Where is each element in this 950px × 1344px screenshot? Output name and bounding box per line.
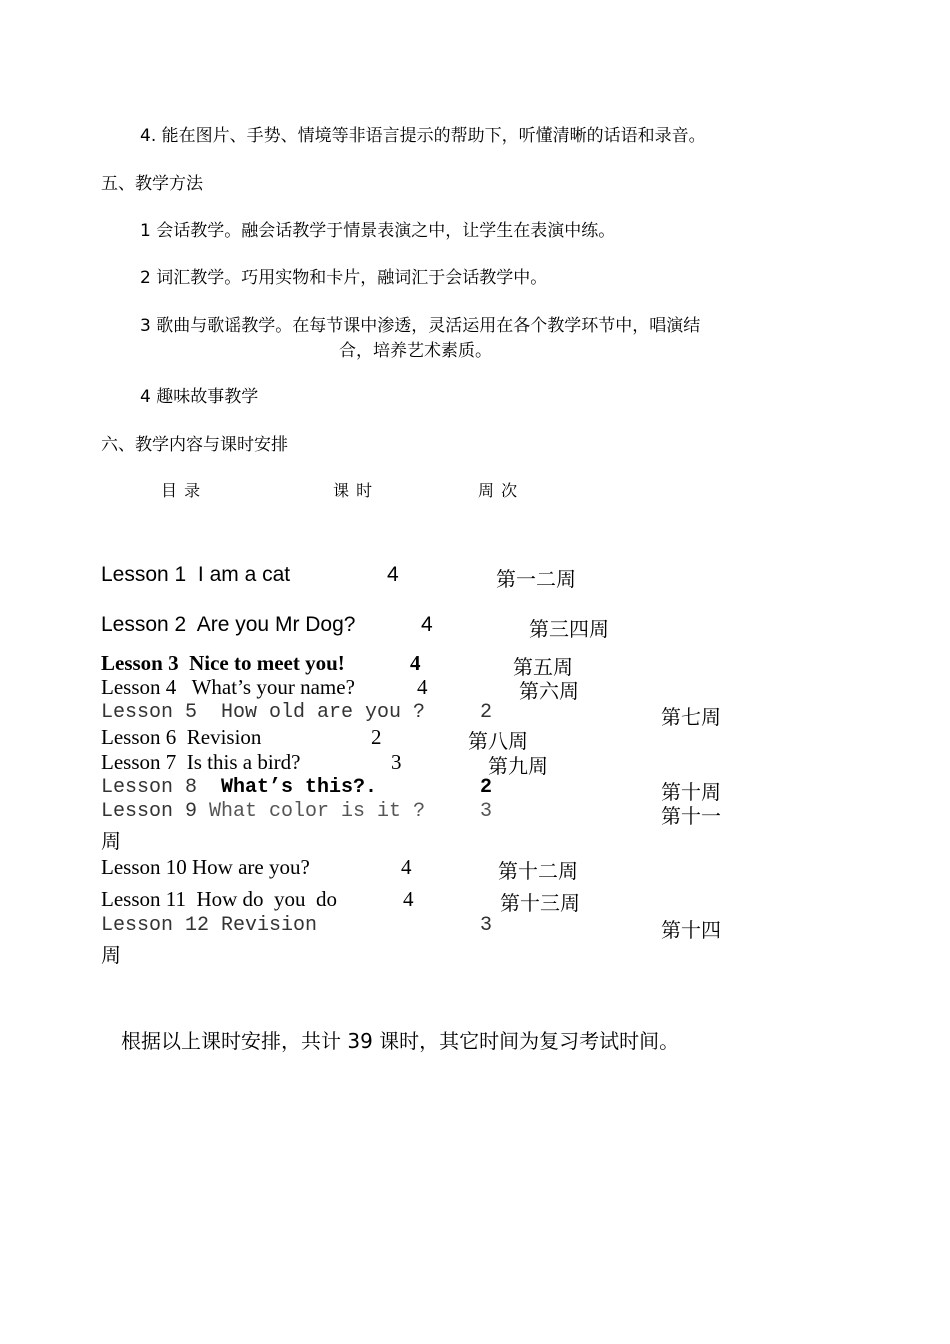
lesson-hours: 3	[391, 750, 402, 774]
lesson-week: 第十二周	[498, 859, 578, 883]
method-item-4: 4 趣味故事教学	[140, 387, 259, 407]
section-heading-schedule: 六、教学内容与课时安排	[101, 435, 288, 455]
column-header-weeks: 周 次	[478, 481, 519, 500]
lesson-week: 第一二周	[496, 567, 576, 591]
lesson-name: What’s this?.	[221, 776, 378, 799]
lesson-hours: 3	[480, 800, 493, 823]
lesson-hours: 4	[417, 675, 428, 699]
goal-item-4: 4. 能在图片、手势、情境等非语言提示的帮助下，听懂清晰的话语和录音。	[140, 126, 706, 146]
lesson-hours: 2	[480, 776, 493, 799]
lesson-number: Lesson 8	[101, 776, 222, 799]
lesson-title	[101, 776, 377, 799]
lesson-name: What color is it ?	[209, 800, 426, 823]
lesson-title: Lesson 4 What’s your name?	[101, 675, 355, 699]
lesson-week-wrap: 周	[101, 943, 121, 967]
lesson-hours: 4	[403, 887, 414, 911]
lesson-hours: 3	[480, 914, 493, 937]
column-header-contents: 目 录	[161, 481, 202, 500]
lesson-title: Lesson 11 How do you do	[101, 887, 338, 911]
lesson-week: 第十四	[661, 918, 721, 942]
lesson-title: Lesson 7 Is this a bird?	[101, 750, 301, 774]
lesson-title: Lesson 6 Revision	[101, 725, 262, 749]
lesson-hours: 4	[410, 651, 421, 675]
method-item-3-line-1: 3 歌曲与歌谣教学。在每节课中渗透，灵活运用在各个教学环节中，唱演结	[140, 316, 701, 336]
method-item-1: 1 会话教学。融会话教学于情景表演之中，让学生在表演中练。	[140, 221, 616, 241]
schedule-summary: 根据以上课时安排，共计 39 课时，其它时间为复习考试时间。	[121, 1029, 680, 1053]
lesson-week: 第七周	[661, 705, 721, 729]
lesson-week: 第八周	[468, 729, 528, 753]
lesson-title: Lesson 10 How are you?	[101, 855, 310, 879]
column-header-hours: 课 时	[333, 481, 374, 500]
lesson-title: Lesson 1 I am a cat	[101, 563, 291, 586]
lesson-week: 第六周	[519, 679, 579, 703]
lesson-week: 第十三周	[500, 891, 580, 915]
lesson-hours: 4	[401, 855, 412, 879]
lesson-title: Lesson 12 Revision	[101, 914, 318, 937]
lesson-title: Lesson 5 How old are you ?	[101, 701, 426, 724]
lesson-title	[101, 800, 425, 823]
section-heading-methods: 五、教学方法	[101, 174, 203, 194]
lesson-hours: 2	[480, 701, 493, 724]
method-item-2: 2 词汇教学。巧用实物和卡片，融词汇于会话教学中。	[140, 268, 548, 288]
lesson-week: 第三四周	[529, 617, 609, 641]
lesson-hours: 2	[371, 725, 382, 749]
lesson-number: Lesson 9	[101, 800, 210, 823]
lesson-week: 第九周	[488, 754, 548, 778]
lesson-hours: 4	[387, 563, 399, 586]
lesson-title: Lesson 2 Are you Mr Dog?	[101, 613, 356, 636]
lesson-hours: 4	[421, 613, 433, 636]
lesson-week-wrap: 周	[101, 829, 121, 853]
lesson-title: Lesson 3 Nice to meet you!	[101, 651, 345, 675]
lesson-week: 第五周	[513, 655, 573, 679]
method-item-3-line-2: 合，培养艺术素质。	[339, 341, 492, 361]
lesson-week: 第十一	[661, 804, 721, 828]
lesson-week: 第十周	[661, 780, 721, 804]
